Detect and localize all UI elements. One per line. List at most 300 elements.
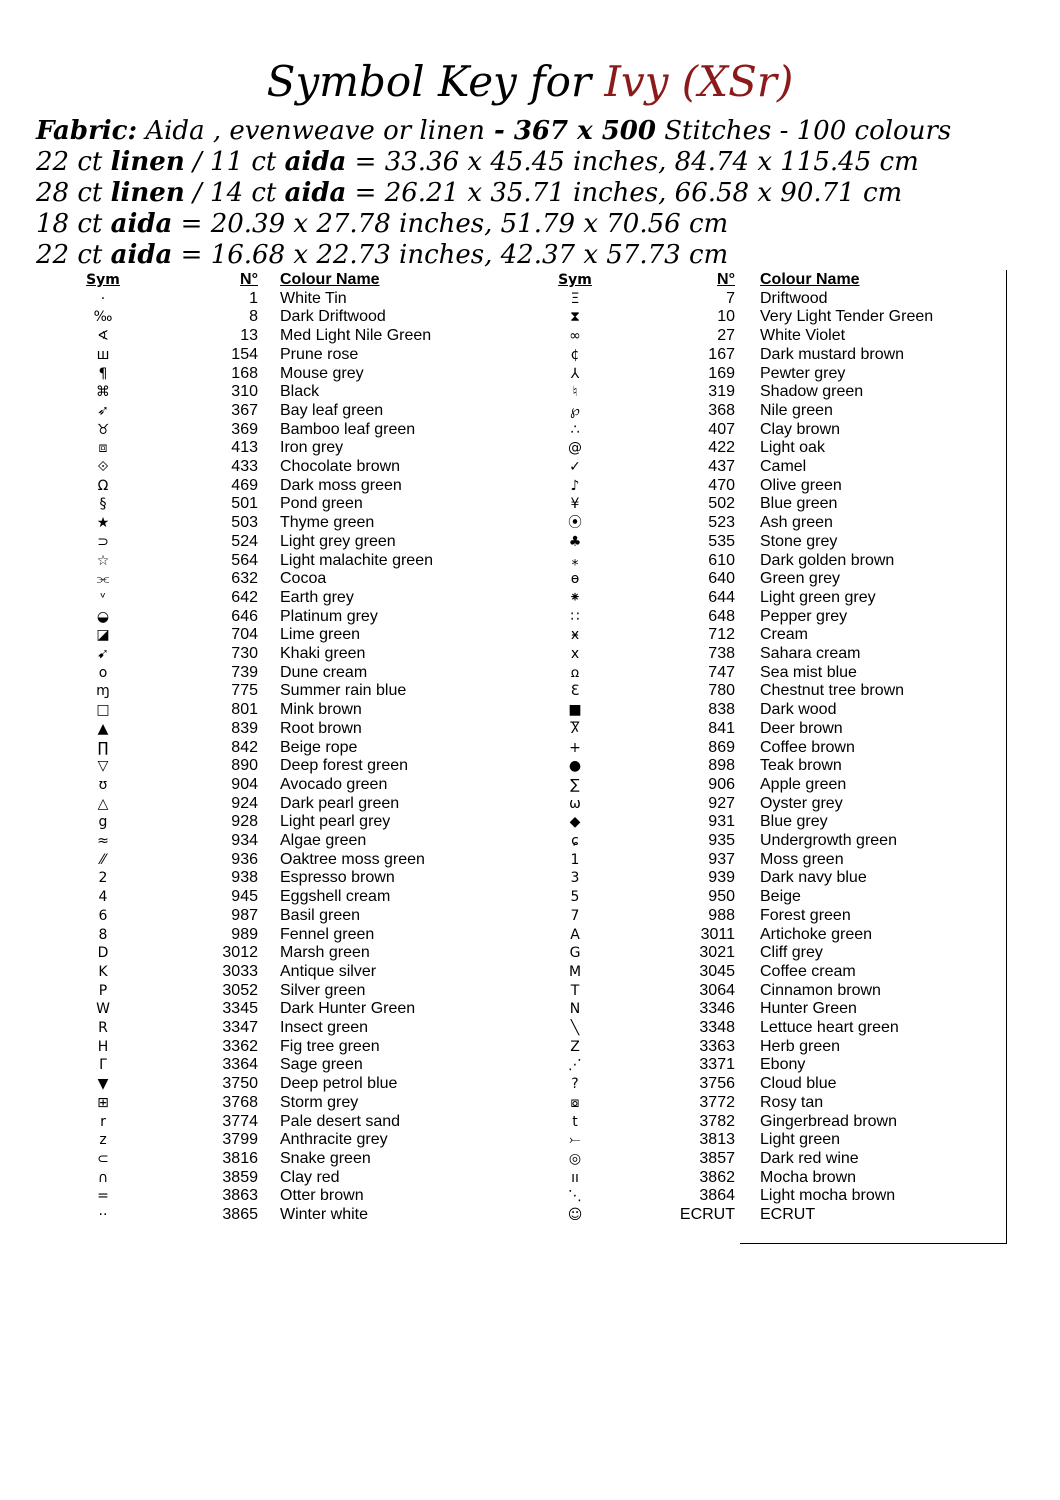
colour-name: Camel [760,458,807,475]
colour-number: 839 [231,719,258,737]
symbol: ⫘ [96,571,110,588]
colour-name: Dark navy blue [760,869,867,887]
symbol: G [569,945,581,962]
colour-name: Pewter grey [760,364,846,382]
header-name: Colour Name [760,271,860,288]
size-dimensions: = 16.68 x 22.73 inches, 42.37 x 57.73 cm [172,240,729,270]
colour-name: Cinnamon brown [760,981,881,999]
colour-name: Driftwood [760,289,828,307]
symbol: K [98,963,108,980]
fabric-sep: - [484,116,514,146]
colour-number: 937 [708,850,735,868]
symbol: ♮ [572,384,578,401]
symbol: ☆ [96,552,110,569]
symbol: ⊂ [97,1150,109,1167]
colour-number: 988 [708,906,735,924]
colour-name: Light pearl grey [280,813,391,831]
colour-name: Pepper grey [760,607,848,625]
colour-number: 3064 [699,981,735,999]
symbol: R [98,1020,108,1036]
colour-name: Olive green [760,476,842,494]
symbol: ⊞ [97,1094,109,1111]
colour-name: Black [280,383,320,401]
colour-name: Dark moss green [280,476,402,494]
colour-name: Beige [760,888,801,906]
symbol: ✓ [569,459,581,475]
colour-number: 747 [708,663,735,681]
colour-number: 524 [231,532,258,550]
symbol: ɕ [571,833,579,849]
symbol: 8 [98,926,108,943]
colour-number: 3346 [699,1000,735,1018]
colour-number: 3021 [699,944,735,962]
colour-number: 938 [231,869,258,887]
colour-number: 3813 [699,1131,735,1149]
symbol: ɵ [570,571,580,588]
symbol: ω [569,795,581,812]
colour-name: Thyme green [280,514,375,532]
symbol: Ɛ [570,683,580,700]
colour-name: Green grey [760,570,841,588]
colour-name: Dark pearl green [280,794,400,812]
colour-number: 469 [231,476,258,494]
colour-number: 422 [708,439,735,457]
colour-name: Deep forest green [280,757,409,775]
colour-number: 7 [726,289,735,307]
colour-name: Antique silver [280,962,377,980]
fabric-line [36,116,1046,147]
colour-name: Dark wood [760,701,837,719]
colour-number: 501 [231,495,258,513]
colour-name: Avocado green [280,775,388,793]
colour-name: Stone grey [760,532,838,550]
symbol: ⋰ [568,1057,582,1074]
symbol: g [98,814,108,831]
colour-number: 934 [231,832,258,849]
colour-number: 535 [708,532,735,550]
symbol: ♉ [96,421,110,438]
size-dimensions: = 33.36 x 45.45 inches, 84.74 x 115.45 cm [346,147,919,177]
colour-name: Herb green [760,1037,841,1055]
colour-name: Deep petrol blue [280,1075,398,1093]
colour-number: 3364 [222,1056,258,1074]
colour-number: 3345 [222,1000,258,1018]
size-line-22-linen [36,147,1046,178]
colour-name: White Violet [760,327,846,345]
colour-number: 10 [717,308,735,326]
colour-number: 869 [708,738,735,756]
size-line-18-aida [36,209,1046,240]
colour-name: Pond green [280,495,363,513]
symbol: ¥ [570,496,580,513]
colour-number: ECRUT [679,1206,735,1223]
symbol: 3 [570,870,580,887]
symbol: x [570,646,580,662]
colour-name: Silver green [280,981,366,999]
colour-number: 898 [708,757,735,775]
symbol: □ [96,702,110,719]
colour-name: Root brown [280,719,362,737]
symbol: 2 [98,870,108,887]
colour-name: Forest green [760,906,851,924]
colour-number: 646 [231,607,258,625]
symbol: Ξ [570,290,580,307]
colour-name: Lime green [280,626,361,644]
symbol: ɱ [96,683,110,700]
size-line-28-linen [36,178,1046,209]
colour-number: 369 [231,420,258,438]
colour-number: 3363 [699,1037,735,1055]
title-accent: Ivy (XSr) [604,57,794,106]
symbol: ⌘ [96,384,110,401]
colour-number: 3772 [699,1093,735,1111]
header-sym: Sym [558,272,592,288]
symbol: ⁄⁄ [100,851,106,868]
colour-name: Chocolate brown [280,458,401,475]
colour-number: 1 [249,289,258,307]
colour-number: 13 [240,327,258,345]
symbol: ■ [568,702,582,719]
colour-name: Light oak [760,439,825,457]
colour-name: White Tin [280,289,347,307]
colour-name: Undergrowth green [760,832,897,849]
symbol: ☺ [567,1207,583,1223]
colour-number: 433 [231,458,258,475]
size-count: / 14 ct [184,178,285,208]
colour-name: Algae green [280,832,367,849]
symbol: ⧈ [98,440,108,457]
symbol: ⧇ [570,1094,580,1111]
colour-name: Very Light Tender Green [760,308,934,326]
symbol: ӿ [570,627,580,644]
colour-number: 931 [708,813,735,831]
symbol: A [570,926,580,943]
colour-name: Light green [760,1131,841,1149]
symbol: · [100,290,106,307]
colour-name: Dune cream [280,663,368,681]
title-main: Symbol Key for [266,57,592,106]
symbol: Z [570,1038,580,1055]
symbol: ? [571,1076,579,1093]
symbol: ∏ [97,739,109,756]
symbol: ◒ [96,608,110,625]
colour-name: Earth grey [280,588,354,606]
colour-name: Ash green [760,514,833,532]
colour-name: Khaki green [280,645,366,662]
colour-number: 950 [708,888,735,906]
colour-number: 632 [231,570,258,588]
colour-number: 310 [231,383,258,401]
symbol: D [97,945,109,962]
colour-name: Mocha brown [760,1168,857,1186]
symbol: ➹ [97,646,109,662]
colour-name: Coffee brown [760,738,855,756]
size-line-22-aida [36,240,1046,271]
colour-name: Blue green [760,495,838,513]
symbol: t [572,1113,578,1130]
colour-number: 3782 [699,1112,735,1130]
symbol: 1 [570,851,580,868]
symbol: ш [96,346,110,363]
symbol: ᵛ [100,589,106,606]
colour-number: 154 [231,345,258,363]
symbol: 5 [570,889,580,906]
colour-number: 842 [231,738,258,756]
symbol: ℘ [570,402,580,419]
symbol: ▽ [97,758,109,775]
colour-name: Artichoke green [760,925,873,943]
colour-number: 523 [708,514,735,532]
colour-number: 989 [231,925,258,943]
colour-number: 167 [708,345,735,363]
colour-number: 8 [249,308,258,326]
fabric-info [36,116,1046,271]
symbol: ★ [96,515,110,532]
symbol: H [97,1038,109,1055]
colour-name: Pale desert sand [280,1112,401,1130]
size-fabric: aida [110,209,173,239]
colour-name: Cliff grey [760,944,823,962]
colour-number: 168 [231,364,258,382]
colour-name: Ebony [760,1056,806,1074]
colour-number: 704 [231,626,258,644]
colour-name: Mouse grey [280,364,364,382]
colour-number: 801 [231,701,258,719]
colour-name: Lettuce heart green [760,1019,899,1036]
table-bottom-border [740,1243,1007,1244]
colour-number: 924 [231,794,258,812]
colour-number: 838 [708,701,735,719]
colour-number: 775 [231,682,258,700]
colour-name: Gingerbread brown [760,1112,897,1130]
colour-number: 3347 [222,1019,258,1036]
colour-number: 642 [231,588,258,606]
colour-number: 564 [231,551,258,569]
colour-number: 319 [708,383,735,401]
symbol: 4 [98,889,108,906]
colour-number: 3750 [222,1075,258,1093]
colour-name: Oyster grey [760,794,843,812]
symbol: ∩ [97,1169,109,1186]
symbol: z [99,1132,107,1149]
colour-name: Sahara cream [760,645,861,662]
colour-name: Clay red [280,1168,340,1186]
colour-number: 470 [708,476,735,494]
symbol: ⅄ [570,365,580,382]
colour-number: 648 [708,607,735,625]
colour-name: Dark red wine [760,1149,859,1167]
colour-number: 928 [231,813,258,831]
size-fabric: aida [284,178,347,208]
symbol: ♣ [568,533,582,550]
colour-number: 640 [708,570,735,588]
stitch-count: Stitches - 100 colours [655,116,952,146]
colour-number: 987 [231,906,258,924]
colour-number: 904 [231,775,258,793]
symbol: W [96,1001,110,1018]
colour-name: Sage green [280,1056,363,1074]
symbol: ¶ [98,365,108,382]
colour-number: 3816 [222,1149,258,1167]
colour-number: 841 [708,719,735,737]
size-fabric: aida [110,240,173,270]
colour-name: Platinum grey [280,607,378,625]
header-num: N° [240,271,258,288]
colour-number: 502 [708,495,735,513]
colour-name: Eggshell cream [280,888,391,906]
colour-name: Otter brown [280,1187,364,1205]
colour-name: Mink brown [280,701,362,719]
colour-name: Nile green [760,401,833,419]
colour-name: Light green grey [760,588,876,606]
symbol: ⊃ [97,533,109,550]
colour-number: 738 [708,645,735,662]
size-count: / 11 ct [184,147,285,177]
size-count: 22 ct [36,240,111,270]
symbol: ◪ [96,627,110,644]
symbol: ➶ [97,402,109,419]
colour-name: Light malachite green [280,551,433,569]
symbol: ⧗ [570,309,580,326]
colour-number: 3774 [222,1112,258,1130]
colour-number: 3045 [699,962,735,980]
colour-number: 367 [231,401,258,419]
colour-name: Marsh green [280,944,370,962]
colour-name: ECRUT [760,1206,816,1223]
symbol: N [569,1001,581,1018]
colour-name: Blue grey [760,813,828,831]
colour-name: Cream [760,626,809,644]
symbol: ◆ [569,814,581,831]
colour-name: Apple green [760,775,847,793]
symbol: r [100,1113,106,1130]
colour-name: Light grey green [280,532,396,550]
symbol: ∴ [570,421,580,438]
symbol: ∢ [97,328,109,345]
page-title [0,52,1060,112]
symbol: ▼ [97,1076,109,1093]
symbol: § [99,496,107,513]
colour-number: 3863 [222,1187,258,1205]
symbol: ≈ [97,833,109,849]
colour-number: 739 [231,663,258,681]
symbol: ⦿ [568,515,582,532]
symbol: Ⴟ [569,720,581,737]
colour-name: Oaktree moss green [280,850,425,868]
colour-name: Storm grey [280,1093,359,1111]
size-fabric: aida [284,147,347,177]
header-sym: Sym [86,272,120,288]
colour-number: 3033 [222,962,258,980]
symbol: 6 [98,907,108,924]
colour-number: 3348 [699,1019,735,1036]
colour-name: Snake green [280,1149,371,1167]
colour-number: 3052 [222,981,258,999]
symbol: ● [568,758,582,775]
colour-name: Shadow green [760,383,864,401]
symbol: ▲ [97,720,109,737]
colour-name: Fennel green [280,925,375,943]
colour-name: Coffee cream [760,962,856,980]
size-fabric: linen [110,147,185,177]
symbol: ⤚ [569,1132,581,1149]
symbol: ¢ [570,346,580,363]
colour-number: 644 [708,588,735,606]
symbol: ∑ [570,776,580,793]
colour-name: Dark Hunter Green [280,1000,416,1018]
colour-number: 780 [708,682,735,700]
colour-name: Beige rope [280,738,358,756]
symbol: ʊ [98,776,108,793]
symbol: ·· [98,1207,108,1223]
fabric-label: Fabric: [36,116,138,146]
colour-name: Basil green [280,906,361,924]
symbol: ꭥ [570,664,580,681]
colour-number: 368 [708,401,735,419]
symbol: 7 [570,907,580,924]
stitch-size: 367 x 500 [513,116,656,146]
colour-name: Dark golden brown [760,551,895,569]
colour-name: Espresso brown [280,869,395,887]
colour-number: 3371 [699,1056,735,1074]
colour-name: Dark Driftwood [280,308,386,326]
header-num: N° [717,271,735,288]
colour-name: Deer brown [760,719,843,737]
colour-number: 3859 [222,1168,258,1186]
header-name: Colour Name [280,271,380,288]
colour-number: 945 [231,888,258,906]
colour-number: 3362 [222,1037,258,1055]
colour-name: Sea mist blue [760,663,857,681]
colour-name: Cloud blue [760,1075,837,1093]
colour-name: Teak brown [760,757,842,775]
symbol: ⁕ [569,589,581,606]
colour-number: 169 [708,364,735,382]
colour-name: Chestnut tree brown [760,682,905,700]
colour-number: 890 [231,757,258,775]
colour-name: Insect green [280,1019,369,1036]
symbol: ⁎ [571,552,579,569]
colour-number: 3799 [222,1131,258,1149]
size-count: 28 ct [36,178,111,208]
symbol: ╲ [570,1020,580,1036]
symbol: M [568,963,582,980]
symbol: ◎ [568,1150,582,1167]
size-dimensions: = 26.21 x 35.71 inches, 66.58 x 90.71 cm [346,178,903,208]
symbol: ⟐ [97,459,109,475]
table-right-border [1006,270,1007,1244]
symbol: △ [97,795,109,812]
symbol: T [570,982,580,999]
colour-number: 730 [231,645,258,662]
colour-name: Bay leaf green [280,401,384,419]
size-fabric: linen [110,178,185,208]
colour-number: 3012 [222,944,258,962]
colour-name: Bamboo leaf green [280,420,416,438]
symbol: Γ [99,1057,107,1074]
colour-name: Fig tree green [280,1037,380,1055]
colour-number: 3864 [699,1187,735,1205]
colour-name: Dark mustard brown [760,345,905,363]
colour-name: Clay brown [760,420,841,438]
symbol: ♪ [570,477,580,494]
colour-number: 3862 [699,1168,735,1186]
colour-number: 3857 [699,1149,735,1167]
colour-name: Summer rain blue [280,682,407,700]
colour-number: 3011 [700,925,735,943]
colour-name: Rosy tan [760,1093,824,1111]
size-dimensions: = 20.39 x 27.78 inches, 51.79 x 70.56 cm [172,209,729,239]
